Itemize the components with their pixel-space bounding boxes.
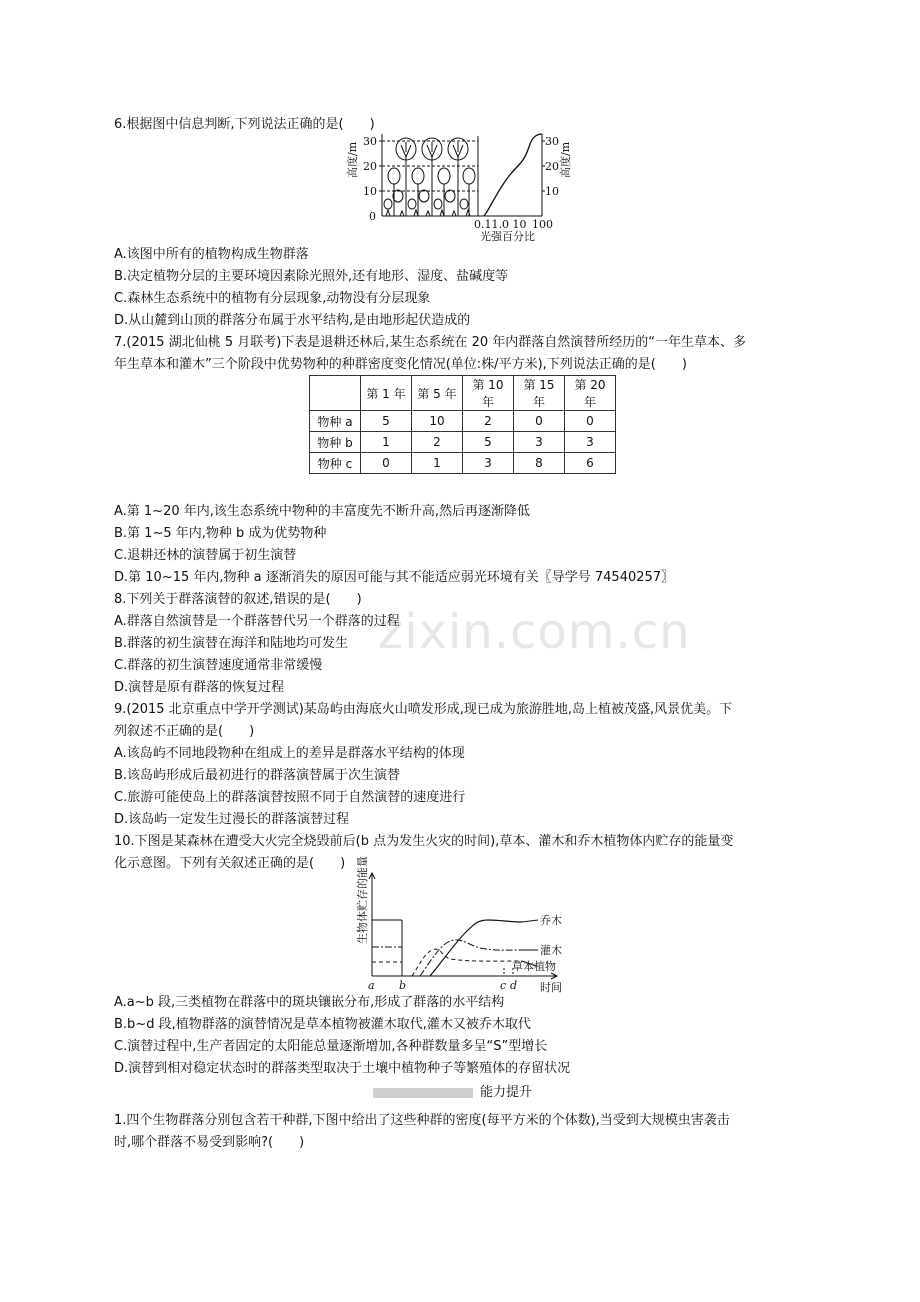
point-b-label: b (399, 979, 407, 992)
q6-option-c: C.森林生态系统中的植物有分层现象,动物没有分层现象 (114, 291, 431, 306)
q10-option-b: B.b~d 段,植物群落的演替情况是草本植物被灌木取代,灌木又被乔木取代 (114, 1017, 531, 1032)
series-label-herb: 草本植物 (512, 960, 556, 973)
table-header-cell (310, 376, 361, 411)
q6-option-b: B.决定植物分层的主要环境因素除光照外,还有地形、湿度、盐碱度等 (114, 269, 509, 284)
y-axis-label: 生物体贮存的能量 (356, 856, 369, 944)
q7-option-c: C.退耕还林的演替属于初生演替 (114, 548, 297, 563)
left-tick-0: 0 (369, 210, 376, 223)
table-header-row (310, 376, 616, 411)
table-cell: 0 (361, 453, 412, 474)
table-cell: 5 (361, 411, 412, 432)
watermark-text: zixin.com.cn (378, 604, 691, 660)
q10-stem-line2: 化示意图。下列有关叙述正确的是( ) (114, 856, 346, 871)
right-tick-30: 30 (545, 135, 559, 148)
table-cell: 8 (514, 453, 565, 474)
table-cell: 6 (565, 453, 616, 474)
q9-option-d: D.该岛屿一定发生过漫长的群落演替过程 (114, 812, 350, 827)
table-cell: 3 (514, 432, 565, 453)
table-cell: 3 (565, 432, 616, 453)
point-d-label: d (510, 979, 518, 992)
x-ticks: 0.11.0 10 (474, 218, 527, 231)
x-tick-100: 100 (532, 218, 553, 231)
left-tick-20: 20 (363, 160, 377, 173)
section-title: 能力提升 (480, 1085, 533, 1100)
q10-energy-figure (350, 856, 582, 994)
series-label-tree: 乔木 (540, 914, 562, 927)
table-header-cell: 第 5 年 (412, 376, 463, 411)
q8-option-c: C.群落的初生演替速度通常非常缓慢 (114, 658, 323, 673)
q10-stem-line1: 10.下图是某森林在遭受大火完全烧毁前后(b 点为发生火灾的时间),草本、灌木和乔木植物体内贮存的能量变 (114, 834, 734, 849)
q6-option-d: D.从山麓到山顶的群落分布属于水平结构,是由地形起伏造成的 (114, 313, 471, 328)
q7-stem-line2: 年生草本和灌木”三个阶段中优势物种的种群密度变化情况(单位:株/平方米),下列说法正确的是( ) (114, 357, 687, 372)
q10-option-c: C.演替过程中,生产者固定的太阳能总量逐渐增加,各种群数量多呈“S”型增长 (114, 1039, 548, 1054)
table-cell: 3 (463, 453, 514, 474)
q9-option-c: C.旅游可能使岛上的群落演替按照不同于自然演替的速度进行 (114, 790, 466, 805)
left-axis-label: 高度/m (346, 141, 359, 178)
q6-layer-figure (346, 130, 582, 246)
p1-stem-line1: 1.四个生物群落分别包含若干种群,下图中给出了这些种群的密度(每平方米的个体数),当受到大规模虫害袭击 (114, 1113, 730, 1128)
table-cell: 10 (412, 411, 463, 432)
q9-option-b: B.该岛屿形成后最初进行的群落演替属于次生演替 (114, 768, 401, 783)
q7-option-d: D.第 10~15 年内,物种 a 逐渐消失的原因可能与其不能适应弱光环境有关〖导学号 74540257〗 (114, 570, 675, 585)
q8-option-a: A.群落自然演替是一个群落替代另一个群落的过程 (114, 614, 400, 629)
table-row (310, 432, 616, 453)
table-header-cell: 第 15 年 (514, 376, 565, 411)
q7-stem-line1: 7.(2015 湖北仙桃 5 月联考)下表是退耕还林后,某生态系统在 20 年内群落自然演替所经历的“一年生草本、多 (114, 335, 746, 350)
left-tick-30: 30 (363, 135, 377, 148)
table-header-cell: 第 10 年 (463, 376, 514, 411)
table-header-cell: 第 1 年 (361, 376, 412, 411)
left-tick-10: 10 (363, 185, 377, 198)
table-header-cell: 第 20 年 (565, 376, 616, 411)
q7-option-a: A.第 1~20 年内,该生态系统中物种的丰富度先不断升高,然后再逐渐降低 (114, 504, 531, 519)
q6-option-a: A.该图中所有的植物构成生物群落 (114, 247, 309, 262)
q7-option-b: B.第 1~5 年内,物种 b 成为优势物种 (114, 526, 327, 541)
q9-stem-line1: 9.(2015 北京重点中学开学测试)某岛屿由海底火山喷发形成,现已成为旅游胜地,岛上植被茂盛,风景优美。下 (114, 702, 733, 717)
x-axis-label: 光强百分比 (480, 230, 535, 243)
series-label-shrub: 灌木 (540, 944, 562, 957)
p1-stem-line2: 时,哪个群落不易受到影响?( ) (114, 1135, 305, 1150)
x-axis-label: 时间 (540, 981, 562, 994)
q9-stem-line2: 列叙述不正确的是( ) (114, 724, 255, 739)
q8-option-d: D.演替是原有群落的恢复过程 (114, 680, 285, 695)
species-density-table (309, 375, 616, 474)
right-tick-10: 10 (545, 185, 559, 198)
q6-stem: 6.根据图中信息判断,下列说法正确的是( ) (114, 117, 375, 132)
table-cell: 1 (412, 453, 463, 474)
q10-option-d: D.演替到相对稳定状态时的群落类型取决于土壤中植物种子等繁殖体的存留状况 (114, 1061, 571, 1076)
table-cell: 1 (361, 432, 412, 453)
point-c-label: c (500, 979, 507, 992)
table-cell: 物种 c (310, 453, 361, 474)
table-cell: 物种 a (310, 411, 361, 432)
right-axis-label: 高度/m (559, 141, 572, 178)
q8-stem: 8.下列关于群落演替的叙述,错误的是( ) (114, 592, 362, 607)
point-a-label: a (368, 979, 375, 992)
table-row (310, 411, 616, 432)
section-header-bar (373, 1088, 473, 1098)
right-tick-20: 20 (545, 160, 559, 173)
table-row (310, 453, 616, 474)
q9-option-a: A.该岛屿不同地段物种在组成上的差异是群落水平结构的体现 (114, 746, 465, 761)
table-cell: 2 (463, 411, 514, 432)
table-cell: 5 (463, 432, 514, 453)
table-cell: 物种 b (310, 432, 361, 453)
q10-option-a: A.a~b 段,三类植物在群落中的斑块镶嵌分布,形成了群落的水平结构 (114, 995, 505, 1010)
table-cell: 0 (514, 411, 565, 432)
q8-option-b: B.群落的初生演替在海洋和陆地均可发生 (114, 636, 349, 651)
table-cell: 2 (412, 432, 463, 453)
table-cell: 0 (565, 411, 616, 432)
